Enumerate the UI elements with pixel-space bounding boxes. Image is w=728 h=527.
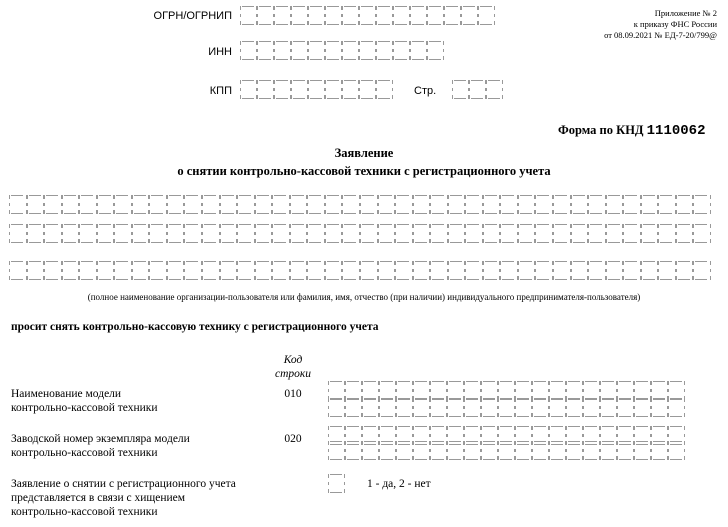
char-cell[interactable]: [240, 6, 257, 25]
char-cell[interactable]: [220, 261, 238, 280]
char-cell[interactable]: [583, 398, 600, 417]
char-cell[interactable]: [410, 6, 427, 25]
row-020-label: [11, 432, 190, 460]
char-cell[interactable]: [9, 195, 27, 214]
char-cell[interactable]: [272, 195, 290, 214]
char-cell[interactable]: [498, 441, 515, 460]
char-cell[interactable]: [328, 474, 345, 493]
char-cell[interactable]: [79, 224, 97, 243]
char-cell[interactable]: [378, 224, 396, 243]
char-cell[interactable]: [651, 398, 668, 417]
code-header-line-2: строки: [274, 368, 312, 380]
char-cell[interactable]: [97, 195, 115, 214]
char-cell[interactable]: [240, 41, 257, 60]
theft-flag-hint: 1 - да, 2 - нет: [367, 478, 431, 490]
char-cell[interactable]: [328, 441, 345, 460]
char-cell[interactable]: [167, 224, 185, 243]
char-cell[interactable]: [325, 195, 343, 214]
char-cell[interactable]: [395, 195, 413, 214]
char-cell[interactable]: [237, 261, 255, 280]
char-cell[interactable]: [588, 224, 606, 243]
char-cell[interactable]: [44, 224, 62, 243]
char-cell[interactable]: [469, 80, 486, 99]
char-cell[interactable]: [184, 195, 202, 214]
char-cell[interactable]: [342, 224, 360, 243]
char-cell[interactable]: [634, 441, 651, 460]
char-cell[interactable]: [255, 195, 273, 214]
char-cell[interactable]: [518, 195, 536, 214]
char-cell[interactable]: [465, 195, 483, 214]
char-cell[interactable]: [430, 261, 448, 280]
char-cell[interactable]: [676, 224, 694, 243]
char-cell[interactable]: [274, 41, 291, 60]
char-cell[interactable]: [220, 195, 238, 214]
char-cell[interactable]: [396, 398, 413, 417]
char-cell[interactable]: [325, 80, 342, 99]
char-cell[interactable]: [483, 224, 501, 243]
row-010-label: [11, 387, 158, 415]
char-cell[interactable]: [617, 441, 634, 460]
char-cell[interactable]: [486, 80, 503, 99]
org-name-caption: [0, 292, 728, 302]
char-cell[interactable]: [345, 441, 362, 460]
char-cell[interactable]: [274, 6, 291, 25]
char-cell[interactable]: [535, 195, 553, 214]
char-cell[interactable]: [634, 398, 651, 417]
char-cell[interactable]: [114, 195, 132, 214]
char-cell[interactable]: [237, 195, 255, 214]
char-cell[interactable]: [641, 261, 659, 280]
char-cell[interactable]: [566, 398, 583, 417]
char-cell[interactable]: [413, 224, 431, 243]
char-cell[interactable]: [379, 441, 396, 460]
char-cell[interactable]: [291, 6, 308, 25]
char-cell[interactable]: [500, 195, 518, 214]
char-cell[interactable]: [290, 195, 308, 214]
char-cell[interactable]: [307, 261, 325, 280]
char-cell[interactable]: [325, 41, 342, 60]
org-name-caption-text: (полное наименование организации-пользователя или фамилия, имя, отчество (при наличии) индивидуального предпринимателя-пользователя): [87, 292, 641, 302]
char-cell[interactable]: [448, 195, 466, 214]
char-cell[interactable]: [600, 441, 617, 460]
char-cell[interactable]: [430, 441, 447, 460]
char-cell[interactable]: [240, 80, 257, 99]
char-cell[interactable]: [658, 261, 676, 280]
char-cell[interactable]: [658, 195, 676, 214]
char-cell[interactable]: [342, 80, 359, 99]
char-cell[interactable]: [465, 261, 483, 280]
appendix-line-2: к приказу ФНС России: [633, 19, 717, 29]
char-cell[interactable]: [9, 224, 27, 243]
document-title: Заявление: [334, 146, 394, 160]
char-cell[interactable]: [500, 224, 518, 243]
org-name-row-1[interactable]: [9, 195, 711, 214]
char-cell[interactable]: [535, 224, 553, 243]
char-cell[interactable]: [571, 261, 589, 280]
char-cell[interactable]: [606, 224, 624, 243]
appendix-line-1: Приложение № 2: [654, 8, 717, 18]
char-cell[interactable]: [376, 41, 393, 60]
char-cell[interactable]: [588, 195, 606, 214]
char-cell[interactable]: [623, 224, 641, 243]
char-cell[interactable]: [430, 195, 448, 214]
char-cell[interactable]: [291, 41, 308, 60]
char-cell[interactable]: [114, 261, 132, 280]
char-cell[interactable]: [447, 441, 464, 460]
char-cell[interactable]: [430, 398, 447, 417]
char-cell[interactable]: [606, 261, 624, 280]
char-cell[interactable]: [498, 398, 515, 417]
char-cell[interactable]: [641, 224, 659, 243]
inn-field[interactable]: [240, 41, 444, 60]
char-cell[interactable]: [464, 441, 481, 460]
char-cell[interactable]: [27, 195, 45, 214]
appendix-note: [520, 8, 717, 41]
char-cell[interactable]: [481, 398, 498, 417]
request-text: просит снять контрольно-кассовую технику с регистрационного учета: [11, 321, 379, 333]
char-cell[interactable]: [307, 224, 325, 243]
char-cell[interactable]: [359, 80, 376, 99]
char-cell[interactable]: [149, 224, 167, 243]
char-cell[interactable]: [307, 195, 325, 214]
char-cell[interactable]: [481, 441, 498, 460]
char-cell[interactable]: [345, 398, 362, 417]
char-cell[interactable]: [658, 224, 676, 243]
char-cell[interactable]: [220, 224, 238, 243]
char-cell[interactable]: [396, 441, 413, 460]
char-cell[interactable]: [342, 261, 360, 280]
char-cell[interactable]: [393, 6, 410, 25]
char-cell[interactable]: [132, 195, 150, 214]
char-cell[interactable]: [553, 261, 571, 280]
char-cell[interactable]: [378, 261, 396, 280]
char-cell[interactable]: [447, 398, 464, 417]
char-cell[interactable]: [600, 398, 617, 417]
char-cell[interactable]: [202, 195, 220, 214]
char-cell[interactable]: [342, 195, 360, 214]
char-cell[interactable]: [184, 224, 202, 243]
char-cell[interactable]: [290, 261, 308, 280]
char-cell[interactable]: [566, 441, 583, 460]
code-header: [268, 353, 318, 381]
char-cell[interactable]: [413, 441, 430, 460]
char-cell[interactable]: [325, 224, 343, 243]
kpp-label: КПП: [209, 85, 232, 97]
char-cell[interactable]: [515, 398, 532, 417]
char-cell[interactable]: [553, 195, 571, 214]
char-cell[interactable]: [44, 261, 62, 280]
model-name-row-2[interactable]: [328, 398, 685, 417]
theft-flag-field[interactable]: [328, 474, 345, 493]
char-cell[interactable]: [444, 6, 461, 25]
char-cell[interactable]: [693, 261, 711, 280]
char-cell[interactable]: [376, 6, 393, 25]
char-cell[interactable]: [532, 398, 549, 417]
char-cell[interactable]: [359, 6, 376, 25]
char-cell[interactable]: [79, 261, 97, 280]
char-cell[interactable]: [62, 224, 80, 243]
theft-row-label-line-2: представляется в связи с хищением: [11, 492, 186, 504]
char-cell[interactable]: [27, 224, 45, 243]
char-cell[interactable]: [483, 261, 501, 280]
char-cell[interactable]: [308, 80, 325, 99]
char-cell[interactable]: [478, 6, 495, 25]
char-cell[interactable]: [202, 224, 220, 243]
char-cell[interactable]: [27, 261, 45, 280]
char-cell[interactable]: [515, 441, 532, 460]
form-knd-label: Форма по КНД: [558, 123, 644, 137]
char-cell[interactable]: [379, 398, 396, 417]
row-020-label-line-1: Заводской номер экземпляра модели: [11, 433, 190, 445]
char-cell[interactable]: [257, 80, 274, 99]
char-cell[interactable]: [518, 261, 536, 280]
char-cell[interactable]: [272, 224, 290, 243]
char-cell[interactable]: [62, 195, 80, 214]
char-cell[interactable]: [571, 195, 589, 214]
char-cell[interactable]: [410, 41, 427, 60]
char-cell[interactable]: [668, 441, 685, 460]
char-cell[interactable]: [623, 195, 641, 214]
theft-row-label: [11, 477, 236, 519]
char-cell[interactable]: [549, 441, 566, 460]
char-cell[interactable]: [272, 261, 290, 280]
char-cell[interactable]: [362, 441, 379, 460]
char-cell[interactable]: [360, 195, 378, 214]
char-cell[interactable]: [393, 41, 410, 60]
char-cell[interactable]: [202, 261, 220, 280]
row-020-label-line-2: контрольно-кассовой техники: [11, 447, 158, 459]
char-cell[interactable]: [668, 398, 685, 417]
org-name-row-3[interactable]: [9, 261, 711, 280]
char-cell[interactable]: [325, 6, 342, 25]
char-cell[interactable]: [290, 224, 308, 243]
char-cell[interactable]: [676, 195, 694, 214]
char-cell[interactable]: [114, 224, 132, 243]
char-cell[interactable]: [255, 261, 273, 280]
char-cell[interactable]: [571, 224, 589, 243]
char-cell[interactable]: [255, 224, 273, 243]
char-cell[interactable]: [360, 261, 378, 280]
org-name-row-2[interactable]: [9, 224, 711, 243]
char-cell[interactable]: [413, 195, 431, 214]
char-cell[interactable]: [465, 224, 483, 243]
ogrn-field[interactable]: [240, 6, 495, 25]
char-cell[interactable]: [325, 261, 343, 280]
char-cell[interactable]: [79, 195, 97, 214]
char-cell[interactable]: [395, 224, 413, 243]
char-cell[interactable]: [549, 398, 566, 417]
char-cell[interactable]: [623, 261, 641, 280]
char-cell[interactable]: [452, 80, 469, 99]
char-cell[interactable]: [376, 80, 393, 99]
char-cell[interactable]: [44, 195, 62, 214]
char-cell[interactable]: [362, 398, 379, 417]
char-cell[interactable]: [427, 6, 444, 25]
serial-number-row-2[interactable]: [328, 441, 685, 460]
char-cell[interactable]: [237, 224, 255, 243]
char-cell[interactable]: [342, 6, 359, 25]
char-cell[interactable]: [9, 261, 27, 280]
char-cell[interactable]: [395, 261, 413, 280]
row-010-code: 010: [284, 388, 302, 400]
char-cell[interactable]: [448, 224, 466, 243]
char-cell[interactable]: [97, 224, 115, 243]
char-cell[interactable]: [97, 261, 115, 280]
inn-label: ИНН: [208, 46, 232, 58]
char-cell[interactable]: [693, 195, 711, 214]
theft-row-label-line-3: контрольно-кассовой техники: [11, 506, 158, 518]
row-020-code: 020: [284, 433, 302, 445]
char-cell[interactable]: [342, 41, 359, 60]
char-cell[interactable]: [606, 195, 624, 214]
char-cell[interactable]: [500, 261, 518, 280]
char-cell[interactable]: [532, 441, 549, 460]
char-cell[interactable]: [257, 41, 274, 60]
char-cell[interactable]: [483, 195, 501, 214]
ogrn-label: ОГРН/ОГРНИП: [153, 10, 232, 22]
form-knd-code: 1110062: [646, 123, 706, 139]
char-cell[interactable]: [167, 195, 185, 214]
char-cell[interactable]: [427, 41, 444, 60]
char-cell[interactable]: [132, 224, 150, 243]
char-cell[interactable]: [274, 80, 291, 99]
char-cell[interactable]: [617, 398, 634, 417]
char-cell[interactable]: [651, 441, 668, 460]
char-cell[interactable]: [167, 261, 185, 280]
char-cell[interactable]: [676, 261, 694, 280]
document-subtitle: о снятии контрольно-кассовой техники с регистрационного учета: [177, 164, 551, 178]
page-number-field[interactable]: [452, 80, 503, 99]
char-cell[interactable]: [308, 6, 325, 25]
char-cell[interactable]: [430, 224, 448, 243]
char-cell[interactable]: [328, 398, 345, 417]
form-knd: [558, 123, 705, 139]
char-cell[interactable]: [588, 261, 606, 280]
char-cell[interactable]: [448, 261, 466, 280]
char-cell[interactable]: [149, 195, 167, 214]
char-cell[interactable]: [583, 441, 600, 460]
char-cell[interactable]: [184, 261, 202, 280]
kpp-field[interactable]: [240, 80, 393, 99]
char-cell[interactable]: [360, 224, 378, 243]
char-cell[interactable]: [553, 224, 571, 243]
char-cell[interactable]: [62, 261, 80, 280]
page-label: Стр.: [414, 85, 437, 97]
char-cell[interactable]: [641, 195, 659, 214]
char-cell[interactable]: [257, 6, 274, 25]
row-010-label-line-2: контрольно-кассовой техники: [11, 402, 158, 414]
char-cell[interactable]: [413, 398, 430, 417]
char-cell[interactable]: [378, 195, 396, 214]
char-cell[interactable]: [308, 41, 325, 60]
char-cell[interactable]: [693, 224, 711, 243]
row-010-label-line-1: Наименование модели: [11, 388, 122, 400]
char-cell[interactable]: [413, 261, 431, 280]
char-cell[interactable]: [464, 398, 481, 417]
code-header-line-1: Код: [283, 354, 303, 366]
char-cell[interactable]: [132, 261, 150, 280]
theft-row-label-line-1: Заявление о снятии с регистрационного учета: [11, 478, 236, 490]
char-cell[interactable]: [535, 261, 553, 280]
char-cell[interactable]: [291, 80, 308, 99]
char-cell[interactable]: [518, 224, 536, 243]
char-cell[interactable]: [149, 261, 167, 280]
char-cell[interactable]: [359, 41, 376, 60]
appendix-line-3: от 08.09.2021 № ЕД-7-20/799@: [604, 30, 717, 40]
char-cell[interactable]: [461, 6, 478, 25]
